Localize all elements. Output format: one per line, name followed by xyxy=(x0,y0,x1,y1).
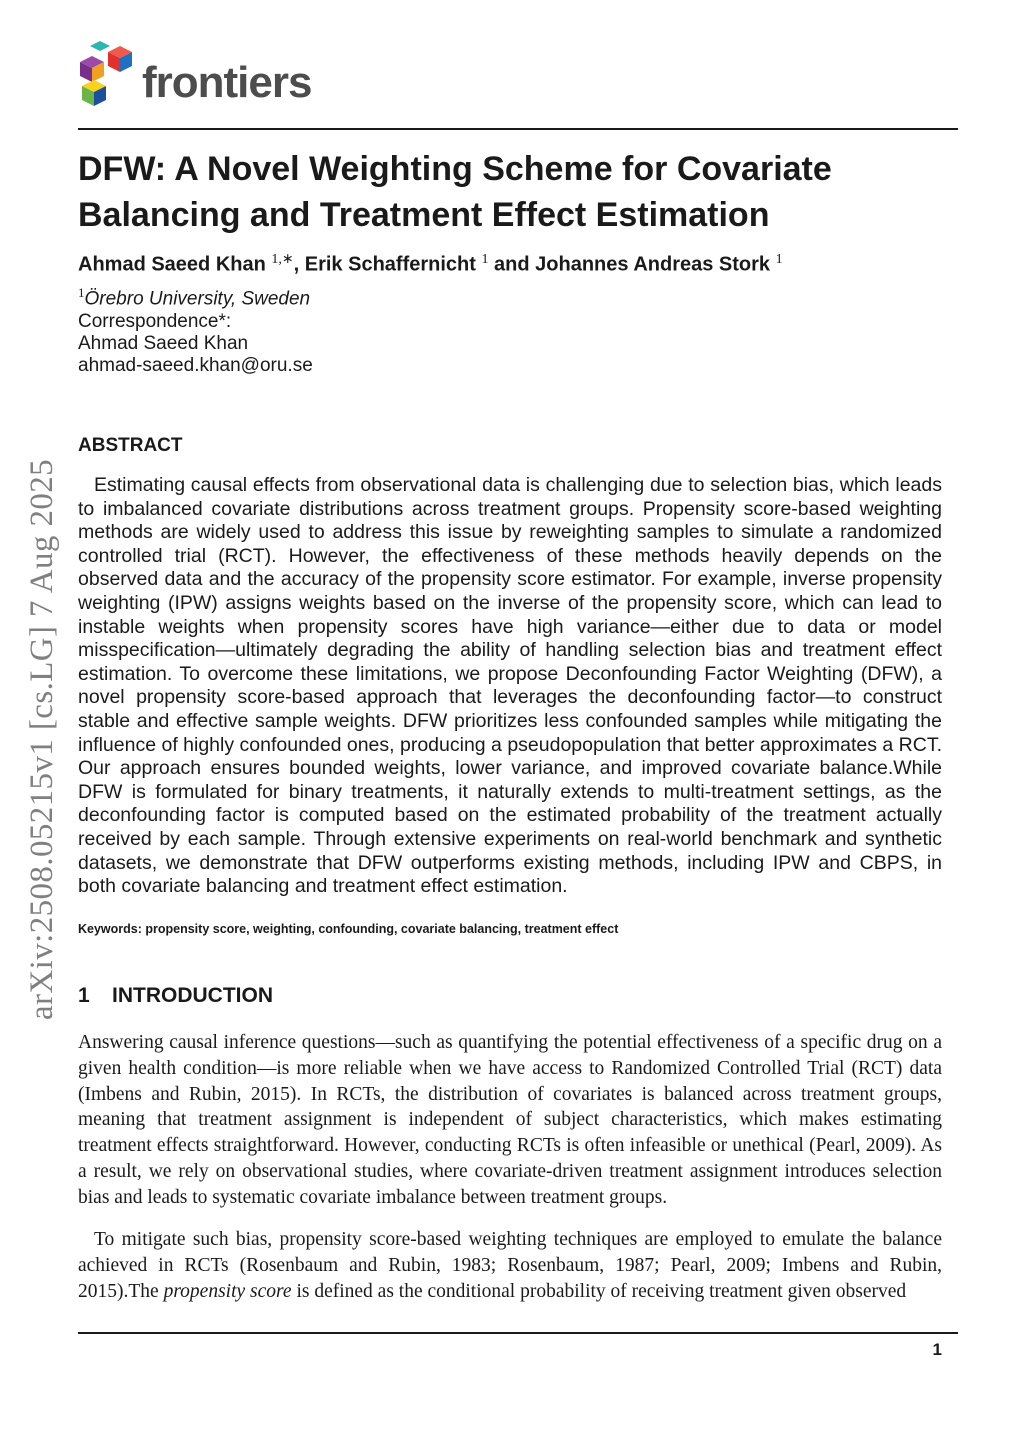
logo-cube-teal xyxy=(90,41,110,51)
intro-paragraph-2-end: is defined as the conditional probability of receiving treatment given observed xyxy=(291,1280,907,1302)
affiliation-superscript: 1 xyxy=(78,285,85,300)
paper-title: DFW: A Novel Weighting Scheme for Covariate Balancing and Treatment Effect Estimation xyxy=(78,150,832,234)
section-number: 1 xyxy=(78,984,90,1007)
affiliation xyxy=(78,280,310,312)
correspondence-email[interactable]: ahmad-saeed.khan@oru.se xyxy=(78,355,313,376)
intro-paragraph-2 xyxy=(78,1227,942,1304)
affiliation-text: Örebro University, Sweden xyxy=(84,288,311,310)
author-superscript: 1,∗ xyxy=(271,252,294,267)
author-superscript: 1 xyxy=(481,252,489,267)
frontiers-logo-icon xyxy=(78,40,138,110)
author-separator: , xyxy=(293,253,305,276)
author-superscript: 1 xyxy=(775,252,783,267)
author-list xyxy=(78,246,783,279)
author-name: Erik Schaffernicht xyxy=(304,253,476,276)
section-heading-introduction xyxy=(78,982,273,1010)
header-rule xyxy=(78,128,958,130)
intro-paragraph-2-start: To mitigate such bias, propensity score-based weighting techniques are employed to emulate the balance achieved in RCTs (Rosenbaum and Rubin, 1983; Rosenbaum, 1987; Pearl, 2009; Imbens and Rubin, 2015).The xyxy=(78,1229,942,1302)
author-name: Ahmad Saeed Khan xyxy=(78,253,266,276)
author-separator: and xyxy=(488,253,536,276)
abstract-text: Estimating causal effects from observational data is challenging due to selection bias, which leads to imbalanced covariate distributions across treatment groups. Propensity score-based weighting methods are widely used to address this issue by reweighting samples to simulate a randomized controlled trial (RCT). However, the effectiveness of these methods heavily depends on the observed data and the accuracy of the propensity score estimator. For example, inverse propensity weighting (IPW) assigns weights based on the inverse of the propensity score, which can lead to instable weights when propensity scores have high variance—either due to data or model misspecification—ultimately degrading the ability of handling selection bias and treatment effect estimation. To overcome these limitations, we propose Deconfounding Factor Weighting (DFW), a novel propensity score-based approach that leverages the deconfounding factor—to construct stable and effective sample weights. DFW prioritizes less confounded samples while mitigating the influence of highly confounded ones, producing a pseudopopulation that better approximates a RCT. Our approach ensures bounded weights, lower variance, and improved covariate balance.While DFW is formulated for binary treatments, it naturally extends to multi-treatment settings, as the deconfounding factor is computed based on the estimated probability of the treatment actually received by each sample. Through extensive experiments on real-world benchmark and synthetic datasets, we demonstrate that DFW outperforms existing methods, including IPW and CBPS, in both covariate balancing and treatment effect estimation. xyxy=(78,474,942,898)
arxiv-identifier: arXiv:2508.05215v1 [cs.LG] 7 Aug 2025 xyxy=(24,458,60,1020)
correspondence-label: Correspondence*: xyxy=(78,311,232,332)
correspondence-name: Ahmad Saeed Khan xyxy=(78,333,249,354)
abstract-heading: ABSTRACT xyxy=(78,435,183,456)
intro-paragraph-2-term: propensity score xyxy=(163,1280,292,1302)
author-name: Johannes Andreas Stork xyxy=(535,253,771,276)
brand-name: frontiers xyxy=(142,58,312,107)
intro-paragraph-1: Answering causal inference questions—such as quantifying the potential effectiveness of a specific drug on a given health condition—is more reliable when we have access to Randomized Controlled Trial (RCT) data (Imbens and Rubin, 2015). In RCTs, the distribution of covariates is balanced across treatment groups, meaning that treatment assignment is independent of subject characteristics, which makes estimating treatment effects straightforward. However, conducting RCTs is often infeasible or unethical (Pearl, 2009). As a result, we rely on observational studies, where covariate-driven treatment assignment introduces selection bias and leads to systematic covariate imbalance between treatment groups. xyxy=(78,1032,942,1208)
correspondence-block xyxy=(78,311,313,377)
footer-rule xyxy=(78,1332,958,1334)
page-number: 1 xyxy=(932,1340,942,1359)
keywords: Keywords: propensity score, weighting, confounding, covariate balancing, treatment effect xyxy=(78,922,619,936)
section-title: INTRODUCTION xyxy=(112,984,273,1007)
